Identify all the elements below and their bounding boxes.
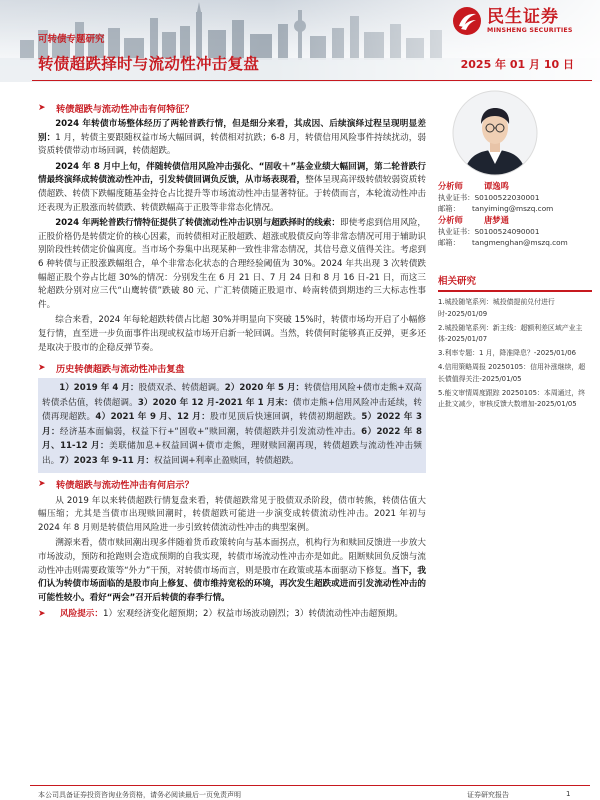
analyst-portrait-icon [452,90,538,176]
report-header [0,0,600,82]
paragraph [38,118,426,159]
history-text: 股债双杀、转债超调。 [138,383,225,394]
header-divider [32,80,592,81]
page-number: 1 [566,790,571,798]
paragraph-bold: 2024 年两轮普跌行情特征提供了转债流动性冲击识别与超跌择时的线索： [55,218,341,229]
risk-text: 1）宏观经济变化超预期；2）权益市场波动剧烈；3）转债流动性冲击超预期。 [102,609,403,620]
cert-number: S0100522030001 [474,193,540,202]
history-text: 经济基本面偏弱，权益下行+“固收+”赎回潮，转债超跌并引发流动性冲击。 [59,426,362,437]
main-content [38,100,426,622]
section-heading-3 [38,477,426,492]
history-date: 4）2021 年 9 月、12 月： [95,412,211,423]
cert-number: S0100524090001 [474,227,540,236]
paragraph [38,161,426,215]
arrow-icon: ➤ [38,102,46,113]
related-divider [438,290,592,292]
analyst-name: 谭逸鸣 [484,181,509,191]
analyst-photo [452,90,538,176]
history-text: 转债信用风险+债市走熊+双高转债杀估值，转债超调。 [42,383,422,408]
cert-label: 执业证书： [438,192,475,202]
paragraph [38,314,426,355]
paragraph-bold: 当下，我们认为转债市场面临的是股市向上修复、债市维持宽松的环境，再次发生超跌或进而引发流动性冲击的可能性较小。看好“两会”召开后转债的春季行情。 [38,565,426,603]
email-label: 邮箱： [438,203,460,213]
risk-warning [38,608,426,622]
report-title: 转债超跌择时与流动性冲击复盘 [38,55,260,73]
paragraph [38,537,426,605]
paragraph-text: 从 2019 年以来转债超跌行情复盘来看，转债超跌常见于股债双杀阶段，债市转熊，转债估值大幅压缩；尤其是当债市出现赎回潮时，转债超跌可能进一步演变成转债流动性冲击。2021 年初与 2024 年 8 月则是转债信用风险进一步引致转债流动性冲击的典型案例。 [38,495,426,533]
history-text: 债市走熊+信用风险冲击延续，转债再现超跌。 [42,397,422,423]
minsheng-logo-mark-icon [452,6,482,36]
section-heading-1 [38,100,426,115]
email-label: 邮箱： [438,237,460,247]
related-item[interactable]: 1.城投随笔系列：城投债提前兑付进行时-2025/01/09 [438,298,555,318]
related-research-title: 相关研究 [438,276,477,287]
analyst-role: 分析师 [438,181,463,191]
logo-en: MINSHENG SECURITIES [487,26,573,34]
cert-row [438,226,592,237]
related-item[interactable]: 4.信用策略周报 20250105：信用补涨继续，超长债值得关注-2025/01/05 [438,362,586,383]
related-item[interactable]: 2.城投随笔系列：新主线：超额利差区域产业主体-2025/01/07 [438,323,583,344]
paragraph-text: 综合来看，2024 年每轮超跌转债占比超 30%并明显向下突破 15%时，转债市场均开启了小幅修复行情，直至进一步负面事件出现或权益市场开启新一轮回调。当然，转债何时能够真正反弹，更多还是取决于股市的企稳反弹节奏。 [38,315,426,353]
arrow-icon: ➤ [38,609,46,620]
analyst-row [438,214,592,226]
paragraph-text: 即使考虑到信用风险，正股价格仍是转债定价的核心因素，而转债相对正股超跌、超涨或股债反向等非常态情况可用于辅助识别阶段性转债定价偏离度。当市场个券集中出现某种一致性非常态情况，其信号意义值得关注。考虑到 6 种转债与正股涨跌幅组合，单个非常态化状态的合理经验阈值为 30%。2024 年共出现 3 次转债跌幅超正股个券占比超 30%的情况：分别发生在 6 月 21 日、7 月 24 日和 8 月 16 日-21 日，而这三轮超跌分别对应三代“山鹰转债”跌破 80 元、广汇转债随正股退市、岭南转债到期违约三大标志性事件。 [38,218,426,310]
section-heading-text: 历史转债超跌与流动性冲击复盘 [56,363,185,375]
paragraph-bold: 2024 年 8 月中上旬，伴随转债信用风险冲击强化、“固收＋”基金业绩大幅回调，第二轮普跌行情最终演绎成转债流动性冲击，引发转债回调负反馈，从市场表现看， [38,161,426,186]
paragraph-bold: 2024 年转债市场整体经历了两轮普跌行情，但是细分来看，其成因、后续演绎过程呈现明显差别： [38,119,426,143]
cert-label: 执业证书： [438,226,475,236]
history-text: 美联储加息+权益回调+债市走熊，理财赎回潮再现，转债超跌与流动性冲击频出。 [42,441,423,467]
history-date: 5）2022 年 3 月： [42,412,422,437]
history-text: 权益回调+利率止盈赎回，转债超跌。 [153,456,299,467]
paragraph [38,217,426,312]
footer-divider [30,785,590,786]
arrow-icon: ➤ [38,479,46,490]
paragraph-text: 1 月，转债主要跟随权益市场大幅回调，转债相对抗跌；6-8 月，转债信用风险事件持续扰动，弱资质转债带动市场回调，转债超跌。 [38,132,426,157]
history-box [38,378,426,473]
logo-text [487,8,573,35]
related-item[interactable]: 3.利率专题：1 月，降准降息？-2025/01/06 [438,349,577,358]
footer-disclaimer: 本公司具备证券投资咨询业务资格，请务必阅读最后一页免责声明 [38,791,241,799]
history-date: 3）2020 年 12 月-2021 年 1 月末： [137,397,293,408]
email-link[interactable]: tangmenghan@mszq.com [472,238,568,247]
series-label: 可转债专题研究 [38,34,105,45]
history-paragraph [42,381,422,469]
history-text: 股市见顶后快速回调，转债初期超跌。 [210,412,362,423]
history-date: 7）2023 年 9-11 月： [59,456,154,467]
analyst-block-1 [438,180,592,248]
arrow-icon: ➤ [38,362,46,373]
section-heading-text: 转债超跌与流动性冲击有何启示？ [56,480,194,492]
sidebar [438,90,592,413]
related-item[interactable]: 5.能文审情周度跟踪 20250105：本周通过，终止批文减少，审核反馈大数增加-2025/01/05 [438,388,586,409]
report-date: 2025 年 01 月 10 日 [460,58,574,71]
email-row [438,203,592,214]
risk-lead: 风险提示： [60,609,103,620]
section-heading-2 [38,360,426,375]
minsheng-logo [452,4,592,38]
email-link[interactable]: tanyiming@mszq.com [472,204,554,213]
analyst-role: 分析师 [438,215,463,225]
paragraph-text: 整体呈现高评级转债较弱资质转债超跌、转债下跌幅度随基金持仓占比提升等市场流动性冲击显著特征。于转债而言，本轮流动性冲击还表现为正股涨而转债跌、转债跌幅高于正股等非常态化情况。 [38,175,426,213]
footer-report-type: 证券研究报告 [467,791,509,799]
logo-cn: 民生证券 [487,6,559,27]
paragraph-text: 溯源来看，债市赎回潮出现多伴随着货币政策转向与基本面拐点，机构行为和赎回反馈进一步放大市场波动，预防和抢跑则会造成预期的自我实现，转债市场流动性冲击亦是如此。阻断赎回负反馈与流动性冲击则需要政策等“外力”干预，对转债市场而言，则是股市在政策或基本面驱动下修复。 [38,538,426,576]
section-heading-text: 转债超跌与流动性冲击有何特征？ [56,103,194,115]
history-date: 2）2020 年 5 月： [224,383,305,394]
analyst-row [438,180,592,192]
cert-row [438,192,592,203]
analyst-name: 唐梦通 [484,215,509,225]
email-row [438,237,592,248]
paragraph [38,495,426,536]
history-date: 6）2022 年 8 月、11-12 月： [42,426,422,452]
history-date: 1）2019 年 4 月： [59,383,139,394]
